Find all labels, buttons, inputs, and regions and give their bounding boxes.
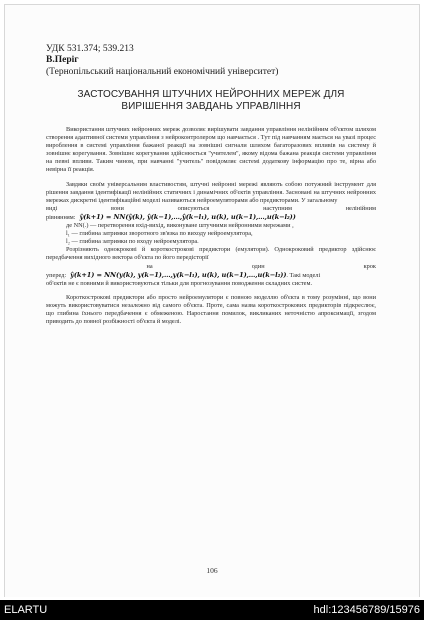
word: виді xyxy=(46,204,58,212)
formula-line-2 xyxy=(46,271,376,280)
paragraph-emulators-text: Завдяки своїм універсальним властивостям, штучні нейронні мережі являють собою потужний інструмент для рішення завдання ідентифікації нелінійних статичних і динамічних об'єктів управління. Засновані на штучних нейронних мережах дискретні ідентифікаційні моделі називаються нейроемуляторами або предикторами. У загальному xyxy=(46,180,376,204)
paragraph-intro: Використання штучних нейронних мереж дозволяє вирішувати завдання управління нелінійним об'єктом шляхом створення адаптивної системи управління з нейроконтролером що навчається . Тут під навчанням мається на увазі процес вироблення в системі управління бажаної реакції на зовнішні сигнали шляхом багаторазових впливів на систему й зовнішнє корегування. Зовнішнє корегування здійснюється "учителем", якому відома бажана реакція системи управління на певні впливи. Таким чином, при навчанні "учитель" повідомляє системі додаткову інформацію про те, вірна або невірна її реакція. xyxy=(46,126,376,174)
udc-code: УДК 531.374; 539.213 xyxy=(46,44,134,54)
formula-trailing-text: . Такі моделі xyxy=(286,271,321,279)
formula-emulator: ŷ(k+1) = NN(ŷ(k), ŷ(k−1),…,ŷ(k−l₁), u(k), u(k−1),…,u(k−l₂)) xyxy=(79,212,296,221)
spread-line-1 xyxy=(46,205,376,213)
formula-one-step-predictor: ŷ(k+1) = NN(y(k), y(k−1),…,y(k−l₁), u(k), u(k−1),…,u(k−l₂)) xyxy=(70,270,287,279)
paper-body xyxy=(46,126,376,326)
page-number: 106 xyxy=(206,566,218,575)
affiliation: (Тернопільський національний економічний університет) xyxy=(46,67,279,77)
equation-lead: рівнянням: xyxy=(46,213,76,221)
title-line-2: ВИРІШЕННЯ ЗАВДАНЬ УПРАВЛІННЯ xyxy=(121,101,301,112)
paragraph-short-term: Короткострокові предиктори або просто нейроемулятори є повною моделлю об'єкта в тому розумінні, що вони можуть використовуватися незалежно від самого об'єкта. Проте, сама назва короткострокових предикторів підкреслює, що глибина їхнього передбачення є обмеженою. Наростання помилок, викликаних неточністю апроксимації, згодом приводить до повної розбіжності об'єкта й моделі. xyxy=(46,293,376,326)
title-line-1: ЗАСТОСУВАННЯ ШТУЧНИХ НЕЙРОННИХ МЕРЕЖ ДЛЯ xyxy=(77,89,345,100)
definition-l2: l₂ — глибина затримки по входу нейроемулятора. xyxy=(66,238,199,246)
word: нелінійним xyxy=(345,204,376,212)
word: вони xyxy=(111,204,124,212)
word: описуються xyxy=(177,204,210,212)
word: крок xyxy=(363,262,376,270)
handle-id: hdl:123456789/15976 xyxy=(313,604,420,616)
spread-line-2 xyxy=(46,263,376,271)
word: наступним xyxy=(263,204,292,212)
paper-title xyxy=(46,89,376,113)
repository-footer xyxy=(0,600,424,620)
paragraph-emulators xyxy=(46,181,376,205)
word: на xyxy=(146,262,153,270)
paragraph-predictors-end: об'єктів не є повними й використовуються тільки для прогнозування поводження складних систем. xyxy=(46,279,313,287)
definition-nn: де NN(.) — перетворення вхід-вихід, виконуване штучними нейронними мережами , xyxy=(66,222,294,230)
definition-l1: l₁ — глибина затримки зворотного зв'язка по виходу нейроемулятора, xyxy=(66,230,253,238)
equation-lead: уперед: xyxy=(46,271,67,279)
paragraph-predictors: Розрізняють однокрокові й короткострокові предиктори (емулятори). Однокроковий предиктор здійснює передбачення вихідного вектора об'єкта по його передісторії xyxy=(46,246,376,262)
repository-name: ELARTU xyxy=(4,604,48,616)
formula-line-1 xyxy=(46,213,376,222)
author-name: В.Періг xyxy=(46,55,79,65)
word xyxy=(46,263,48,271)
word: один xyxy=(251,262,265,270)
document-page xyxy=(46,44,376,326)
